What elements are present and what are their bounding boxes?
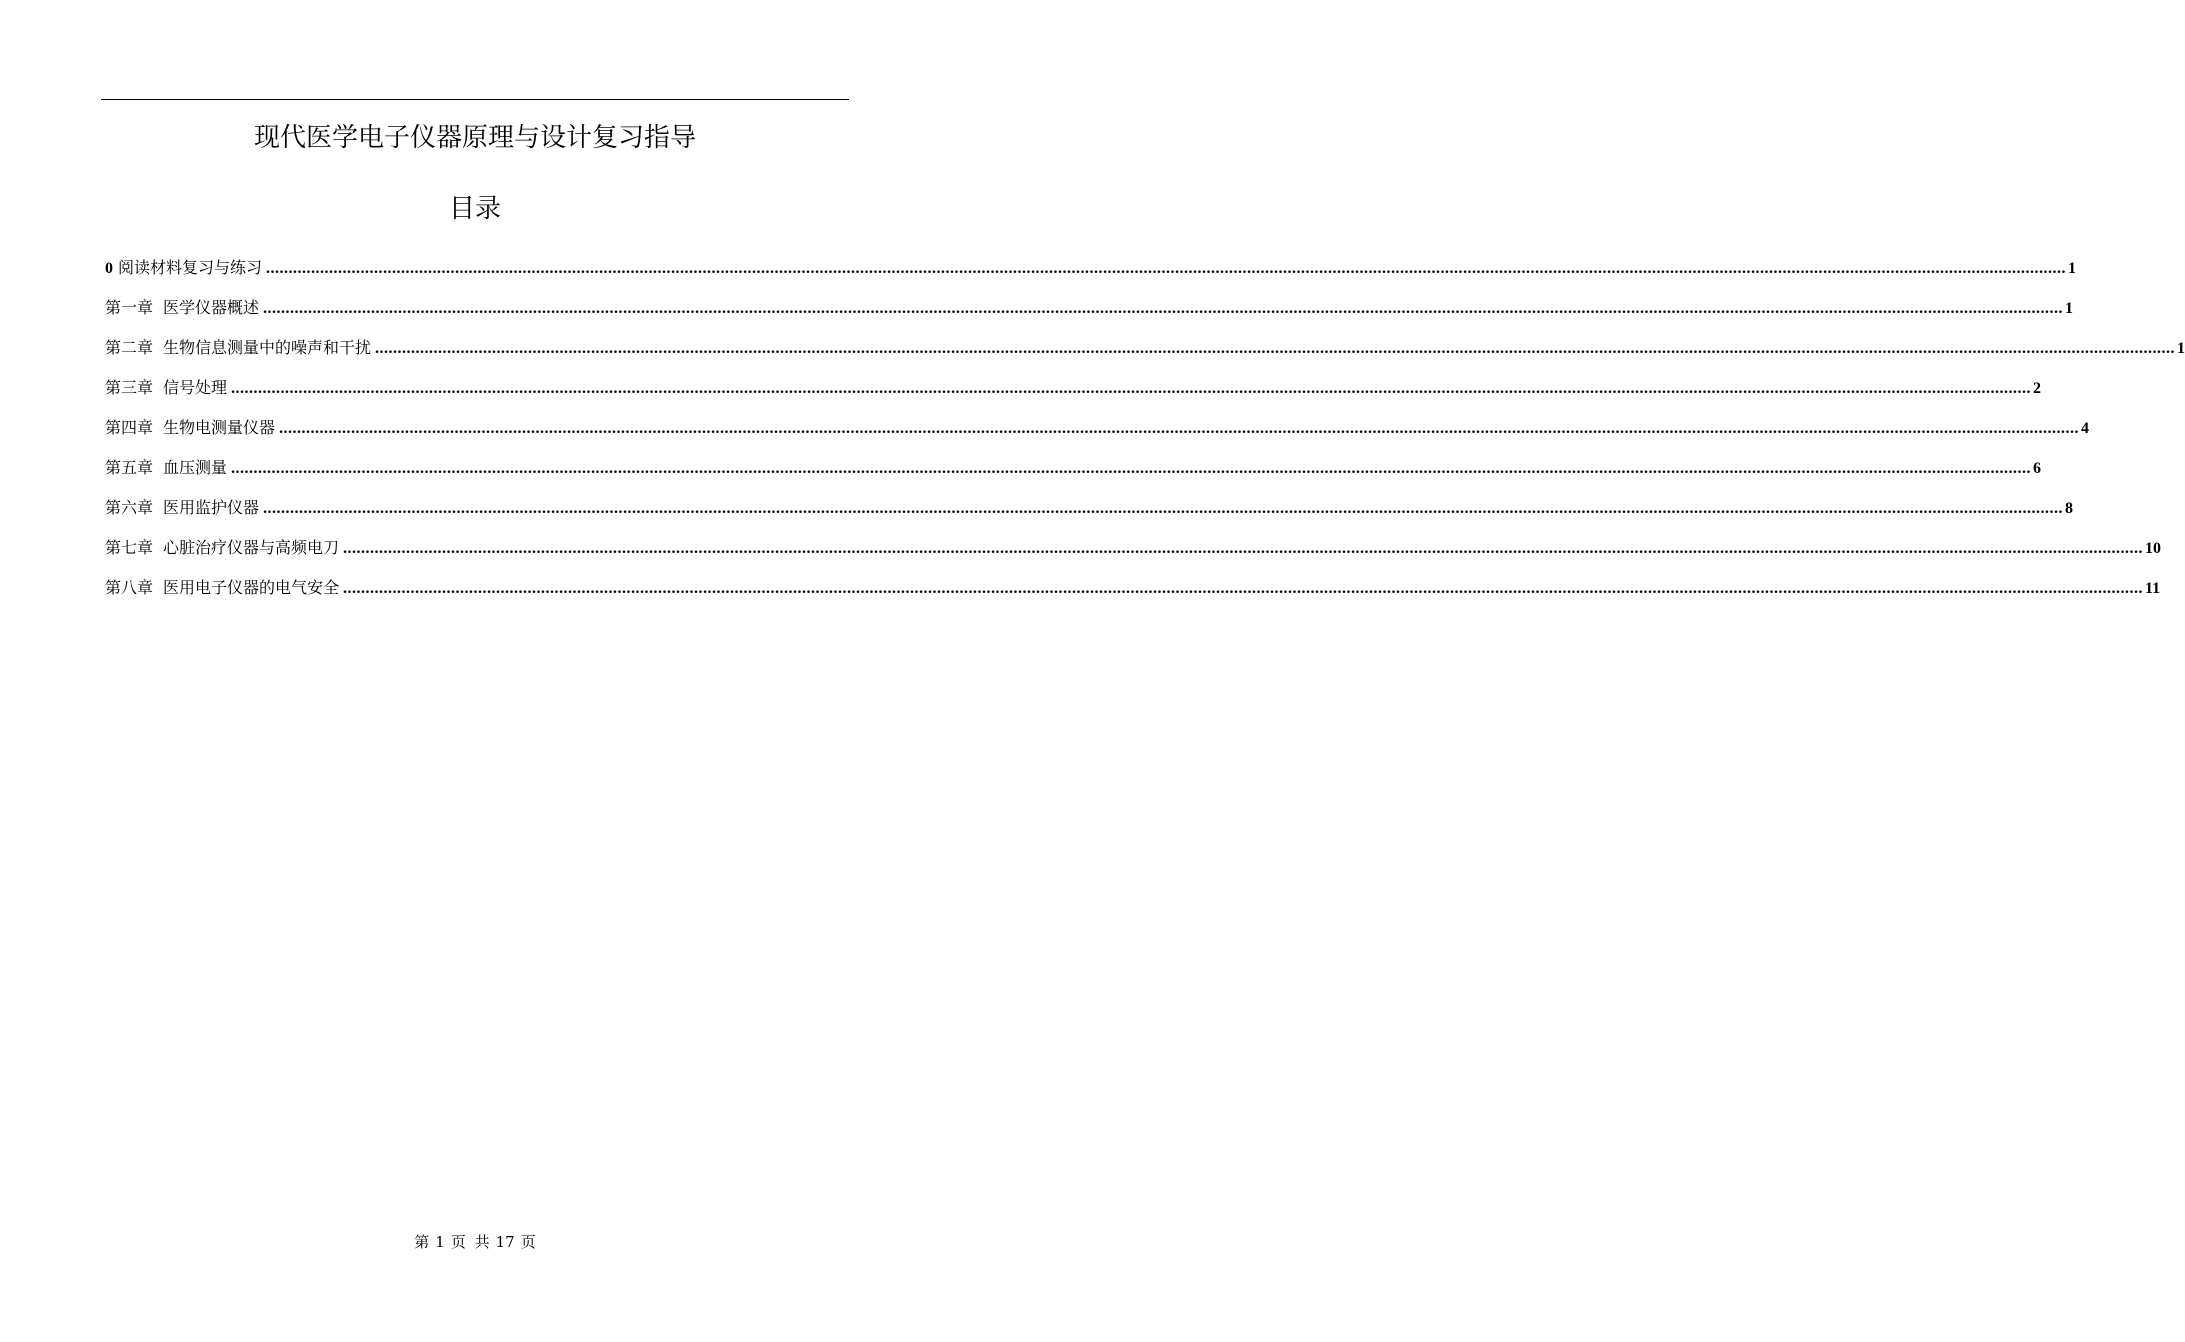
toc-entry-chapter: 第四章 — [105, 418, 154, 437]
toc-leader-dots: ................................................................................................................................................................................................................................................................................................................................................................................................................ — [263, 500, 2064, 517]
footer-current-page: 1 — [435, 1233, 445, 1251]
toc-heading: 目录 — [448, 194, 501, 224]
toc-entry-chapter: 第五章 — [105, 458, 154, 477]
document-title: 现代医学电子仪器原理与设计复习指导 — [253, 123, 696, 153]
toc-leader-dots: ................................................................................................................................................................................................................................................................................................................................................................................................................ — [343, 580, 2144, 597]
toc-entry-title: 医学仪器概述 — [163, 298, 260, 317]
footer-suffix: 页 — [520, 1233, 536, 1251]
page-footer — [0, 1231, 950, 1253]
toc-entry-page: 8 — [2065, 500, 2074, 517]
toc-entry-title: 生物信息测量中的噪声和干扰 — [163, 338, 372, 357]
toc-entry-0[interactable] — [105, 254, 2077, 294]
footer-prefix: 第 — [414, 1233, 430, 1251]
toc-entry-page: 1 — [2065, 300, 2074, 317]
toc-entry-title: 医用监护仪器 — [163, 498, 260, 517]
footer-total-pages: 17 — [495, 1233, 515, 1251]
header-rule — [101, 99, 849, 100]
toc-entry-chapter: 第一章 — [105, 298, 154, 317]
footer-mid: 页 共 — [450, 1233, 490, 1251]
toc-entry-title: 阅读材料复习与练习 — [118, 258, 263, 277]
toc-leader-dots: ................................................................................................................................................................................................................................................................................................................................................................................................................ — [263, 300, 2064, 317]
toc-entry-page: 11 — [2145, 580, 2161, 597]
toc-entry-title: 心脏治疗仪器与高频电刀 — [163, 538, 340, 557]
table-of-contents — [105, 254, 2185, 614]
toc-entry-page: 10 — [2145, 540, 2162, 557]
toc-leader-dots: ................................................................................................................................................................................................................................................................................................................................................................................................................ — [231, 380, 2032, 397]
toc-entry-7[interactable] — [105, 534, 2162, 574]
toc-leader-dots: ................................................................................................................................................................................................................................................................................................................................................................................................................ — [266, 260, 2067, 277]
toc-entry-title: 信号处理 — [163, 378, 228, 397]
toc-entry-6[interactable] — [105, 494, 2074, 534]
toc-leader-dots: ................................................................................................................................................................................................................................................................................................................................................................................................................ — [231, 460, 2032, 477]
toc-entry-2[interactable] — [105, 334, 2185, 374]
toc-entry-title: 生物电测量仪器 — [163, 418, 276, 437]
toc-entry-title: 医用电子仪器的电气安全 — [163, 578, 340, 597]
toc-entry-1[interactable] — [105, 294, 2074, 334]
toc-entry-chapter: 0 — [105, 260, 113, 277]
toc-entry-chapter: 第三章 — [105, 378, 154, 397]
toc-entry-8[interactable] — [105, 574, 2161, 614]
toc-entry-page: 6 — [2033, 460, 2042, 477]
toc-entry-5[interactable] — [105, 454, 2042, 494]
toc-leader-dots: ................................................................................................................................................................................................................................................................................................................................................................................................................ — [343, 540, 2144, 557]
toc-entry-page: 1 — [2177, 340, 2185, 357]
toc-entry-page: 4 — [2081, 420, 2090, 437]
toc-entry-chapter: 第七章 — [105, 538, 154, 557]
toc-entry-chapter: 第二章 — [105, 338, 154, 357]
toc-entry-title: 血压测量 — [163, 458, 228, 477]
toc-leader-dots: ................................................................................................................................................................................................................................................................................................................................................................................................................ — [375, 340, 2176, 357]
toc-entry-3[interactable] — [105, 374, 2042, 414]
toc-entry-page: 2 — [2033, 380, 2042, 397]
toc-entry-chapter: 第六章 — [105, 498, 154, 517]
toc-entry-4[interactable] — [105, 414, 2090, 454]
toc-leader-dots: ................................................................................................................................................................................................................................................................................................................................................................................................................ — [279, 420, 2080, 437]
toc-entry-page: 1 — [2068, 260, 2077, 277]
toc-entry-chapter: 第八章 — [105, 578, 154, 597]
